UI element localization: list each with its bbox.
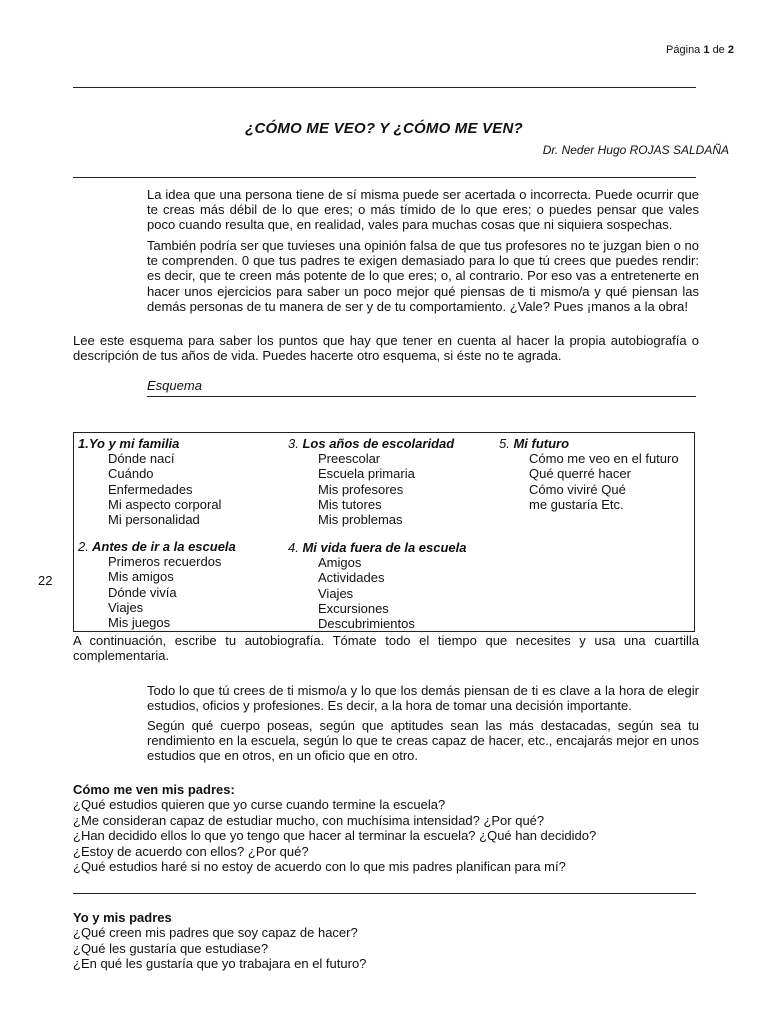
scheme-heading: 5. Mi futuro [499, 436, 570, 451]
scheme-item: Viajes [318, 585, 354, 601]
question: ¿Qué les gustaría que estudiase? [73, 940, 269, 956]
scheme-item: Amigos [318, 555, 362, 571]
document-title: ¿CÓMO ME VEO? Y ¿CÓMO ME VEN? [245, 120, 523, 137]
scheme-section-2 [78, 539, 236, 630]
scheme-item: Mis amigos [108, 569, 174, 585]
esquema-label: Esquema [147, 378, 202, 393]
question: ¿Qué creen mis padres que soy capaz de hacer? [73, 925, 358, 940]
lee-paragraph: Lee este esquema para saber los puntos que hay que tener en cuenta al hacer la propia autobiografía o descripción de tus años de vida. Puedes hacerte otro esquema, si éste no te agrada. [73, 333, 699, 364]
section-heading: Yo y mis padres [73, 910, 172, 925]
scheme-section-5 [499, 436, 679, 512]
scheme-heading: 4. Mi vida fuera de la escuela [288, 540, 467, 555]
title-rule [73, 177, 696, 178]
author: Dr. Neder Hugo ROJAS SALDAÑA [542, 143, 729, 157]
scheme-heading: 3. Los años de escolaridad [288, 436, 455, 451]
scheme-item: Mis tutores [318, 496, 382, 512]
scheme-item: Dónde nací [108, 451, 175, 467]
body-paragraph: Todo lo que tú crees de ti mismo/a y lo que los demás piensan de ti es clave a la hora de elegir estudios, oficios y profesiones. Es decir, a la hora de tomar una decisión importante. [147, 683, 699, 714]
scheme-item: Mi personalidad [108, 512, 200, 528]
scheme-section-1 [78, 436, 221, 527]
scheme-item: Cómo viviré Qué [529, 481, 626, 497]
scheme-item: Mi aspecto corporal [108, 496, 222, 512]
scheme-item: Primeros recuerdos [108, 554, 222, 570]
section-padres [73, 782, 699, 875]
scheme-item: Viajes [108, 599, 144, 615]
question: ¿En qué les gustaría que yo trabajara en el futuro? [73, 956, 367, 972]
scheme-item: Cómo me veo en el futuro [529, 451, 679, 467]
scheme-item: Excursiones [318, 600, 389, 616]
intro-paragraph: También podría ser que tuvieses una opinión falsa de que tus profesores no te juzgan bien o no te comprenden. 0 que tus padres te exigen demasiado para lo que tú crees que puedes rendir: es decir, que te creen más potente de lo que eres; o, al contrario. Por eso vas a entretenerte en hacer unos ejercicios para saber un poco mejor qué piensas de ti mismo/a y qué piensan las demás personas de tu manera de ser y de tu comportamiento. ¿Vale? Pues ¡manos a la obra! [147, 238, 699, 314]
scheme-section-3 [288, 436, 454, 527]
scheme-item: Mis problemas [318, 512, 403, 528]
scheme-item: Cuándo [108, 466, 154, 482]
scheme-box [73, 432, 695, 632]
scheme-item: Escuela primaria [318, 466, 415, 482]
header-rule [73, 87, 696, 88]
scheme-item: Mis profesores [318, 481, 404, 497]
page-number: Página 1 de 2 [666, 44, 734, 56]
scheme-heading: 2. Antes de ir a la escuela [78, 539, 236, 554]
question: ¿Han decidido ellos lo que yo tengo que hacer al terminar la escuela? ¿Qué han decidido? [73, 828, 597, 844]
section-heading: Cómo me ven mis padres: [73, 782, 235, 797]
continuation-paragraph: A continuación, escribe tu autobiografía. Tómate todo el tiempo que necesites y usa una cuartilla complementaria. [73, 633, 699, 664]
scheme-item: Descubrimientos [318, 616, 415, 632]
margin-number: 22 [38, 573, 53, 588]
scheme-item: me gustaría Etc. [529, 496, 624, 512]
question: ¿Qué estudios haré si no estoy de acuerdo con lo que mis padres planifican para mí? [73, 859, 566, 875]
scheme-section-4 [288, 540, 467, 631]
scheme-item: Dónde vivía [108, 584, 177, 600]
scheme-heading: 1.Yo y mi familia [78, 436, 180, 451]
scheme-item: Mis juegos [108, 615, 171, 631]
question: ¿Estoy de acuerdo con ellos? ¿Por qué? [73, 843, 309, 859]
body-paragraph: Según qué cuerpo poseas, según que aptitudes sean las más destacadas, según sea tu rendimiento en la escuela, según lo que te creas capaz de hacer, etc., encajarás mejor en unos estudios que en otros, en un oficio que en otro. [147, 718, 699, 764]
scheme-item: Enfermedades [108, 481, 193, 497]
esquema-rule [147, 396, 696, 397]
question: ¿Me consideran capaz de estudiar mucho, con muchísima intensidad? ¿Por qué? [73, 812, 545, 828]
section-yo [73, 910, 699, 972]
scheme-item: Qué querré hacer [529, 466, 631, 482]
scheme-item: Preescolar [318, 451, 381, 467]
question: ¿Qué estudios quieren que yo curse cuando termine la escuela? [73, 797, 446, 812]
intro-paragraph: La idea que una persona tiene de sí misma puede ser acertada o incorrecta. Puede ocurrir que te creas más débil de lo que eres; o más tímido de lo que eres; o puedes pensar que vales poco cuando resulta que, en realidad, vales para muchas cosas que ni siquiera sospechas. [147, 187, 699, 233]
section-rule [73, 893, 696, 894]
scheme-item: Actividades [318, 570, 385, 586]
